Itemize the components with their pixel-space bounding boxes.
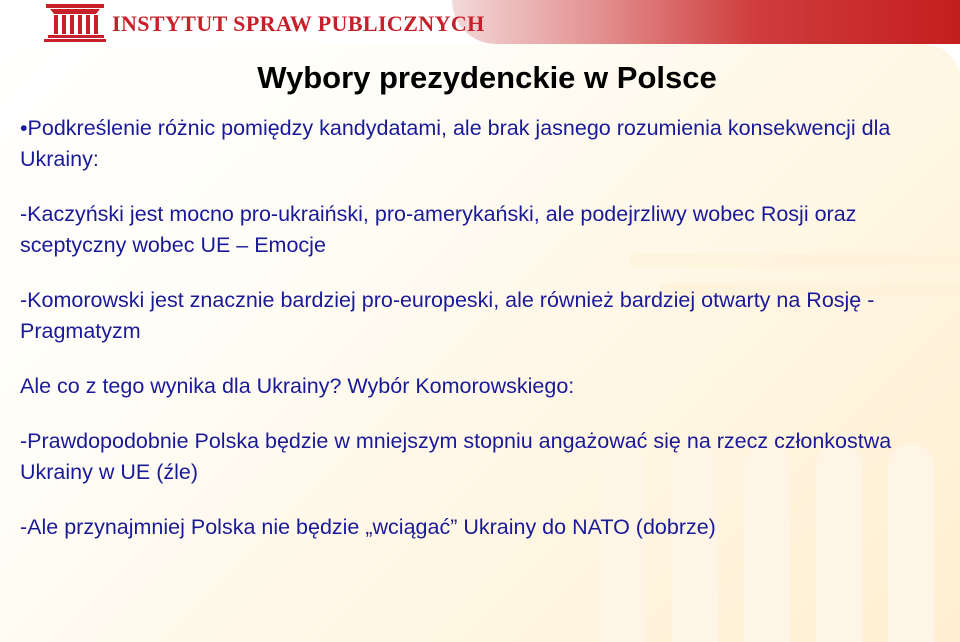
paragraph-eu-membership: -Prawdopodobnie Polska będzie w mniejszym stopniu angażować się na rzecz członkostwa Ukrainy w UE (źle) bbox=[20, 429, 892, 484]
paragraph-komorowski: -Komorowski jest znacznie bardziej pro-europeski, ale również bardziej otwarty na Rosję - Pragmatyzm bbox=[20, 288, 875, 343]
paragraph-nato: -Ale przynajmniej Polska nie będzie „wciągać” Ukrainy do NATO (dobrze) bbox=[20, 515, 716, 539]
paragraph-kaczynski: -Kaczyński jest mocno pro-ukraiński, pro-amerykański, ale podejrzliwy wobec Rosji oraz sceptyczny wobec UE – Emocje bbox=[20, 202, 857, 257]
institute-name: INSTYTUT SPRAW PUBLICZNYCH bbox=[112, 11, 485, 36]
columned-building-logo-icon bbox=[44, 4, 106, 42]
paragraph-intro: •Podkreślenie różnic pomiędzy kandydatami, ale brak jasnego rozumienia konsekwencji dla Ukrainy: bbox=[20, 116, 891, 171]
header-red-band bbox=[452, 0, 960, 44]
slide-body bbox=[20, 113, 940, 543]
slide-title: Wybory prezydenckie w Polsce bbox=[257, 60, 717, 95]
paragraph-question: Ale co z tego wynika dla Ukrainy? Wybór Komorowskiego: bbox=[20, 374, 575, 398]
